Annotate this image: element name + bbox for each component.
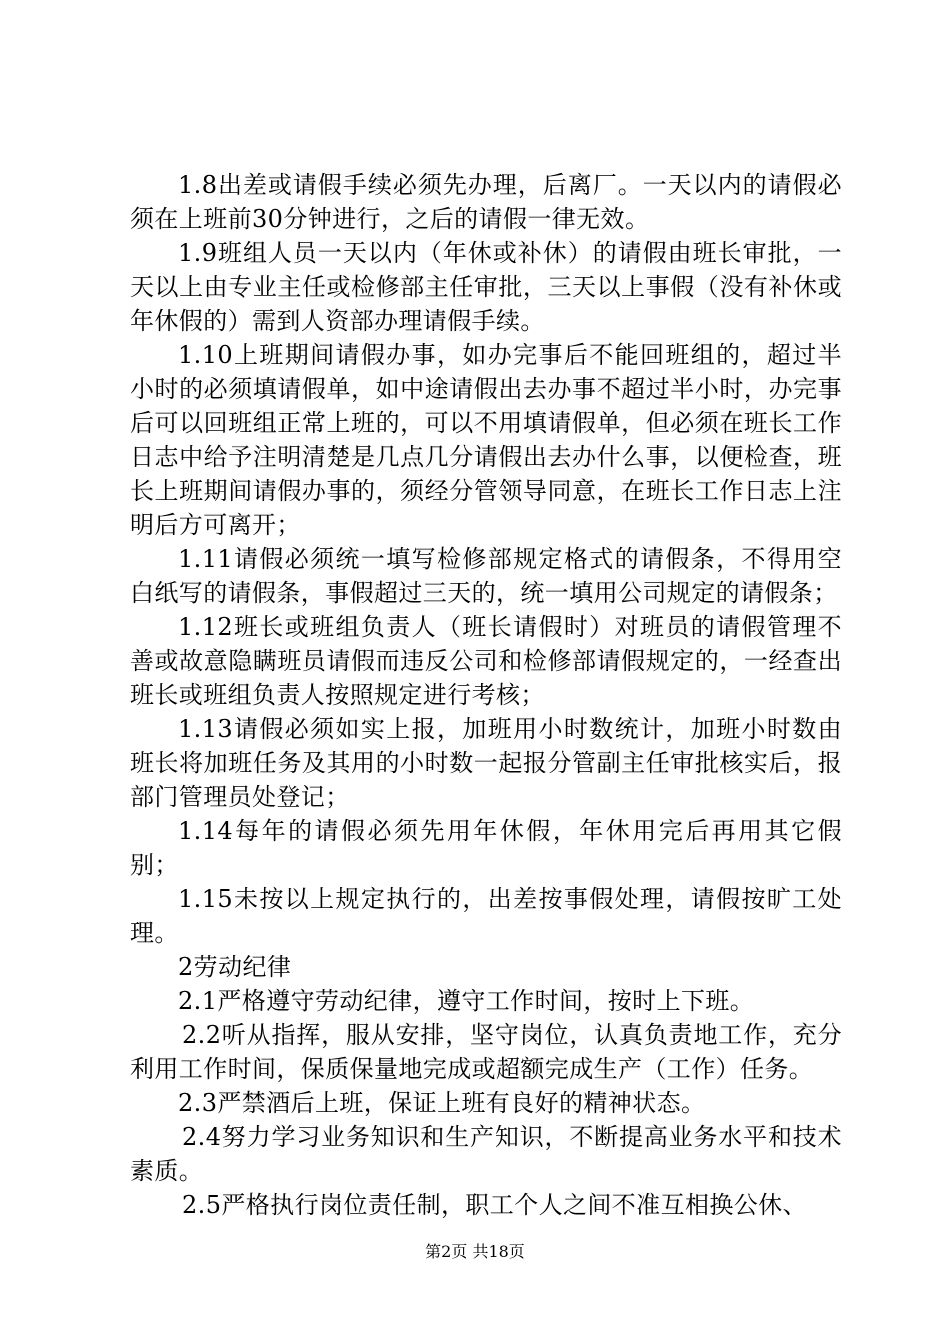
paragraph-1-14: 1.14每年的请假必须先用年休假，年休用完后再用其它假别； [130,817,842,879]
paragraph-1-10: 1.10上班期间请假办事，如办完事后不能回班组的，超过半小时的必须填请假单，如中途请假出去办事不超过半小时，办完事后可以回班组正常上班的，可以不用填请假单，但必须在班长工作日志中给予注明清楚是几点几分请假出去办什么事，以便检查，班长上班期间请假办事的，须经分管领导同意，在班长工作日志上注明后方可离开； [130,341,842,539]
paragraph-2-1: 2.1严格遵守劳动纪律，遵守工作时间，按时上下班。 [178,987,755,1015]
paragraph-1-8: 1.8出差或请假手续必须先办理，后离厂。一天以内的请假必须在上班前30分钟进行，之后的请假一律无效。 [130,171,842,233]
paragraph-2-4: 2.4努力学习业务知识和生产知识，不断提高业务水平和技术素质。 [130,1123,842,1185]
paragraph-1-12: 1.12班长或班组负责人（班长请假时）对班员的请假管理不善或故意隐瞒班员请假而违反公司和检修部请假规定的，一经查出班长或班组负责人按照规定进行考核； [130,613,842,709]
paragraph-2-2: 2.2听从指挥，服从安排，坚守岗位，认真负责地工作，充分利用工作时间，保质保量地完成或超额完成生产（工作）任务。 [130,1021,842,1083]
paragraph-1-9: 1.9班组人员一天以内（年休或补休）的请假由班长审批，一天以上由专业主任或检修部主任审批，三天以上事假（没有补休或年休假的）需到人资部办理请假手续。 [130,239,842,335]
section-heading-labor-discipline: 2劳动纪律 [178,953,292,981]
paragraph-1-15: 1.15未按以上规定执行的，出差按事假处理，请假按旷工处理。 [130,885,842,947]
paragraph-1-13: 1.13请假必须如实上报，加班用小时数统计，加班小时数由班长将加班任务及其用的小时数一起报分管副主任审批核实后，报部门管理员处登记； [130,715,842,811]
page-number-footer: 第2页 共18页 [425,1242,525,1261]
paragraph-2-3: 2.3严禁酒后上班，保证上班有良好的精神状态。 [178,1089,706,1117]
document-body [130,168,842,1222]
paragraph-2-5: 2.5严格执行岗位责任制，职工个人之间不准互相换公休、 [182,1191,807,1219]
paragraph-1-11: 1.11请假必须统一填写检修部规定格式的请假条，不得用空白纸写的请假条，事假超过三天的，统一填用公司规定的请假条； [130,545,842,607]
